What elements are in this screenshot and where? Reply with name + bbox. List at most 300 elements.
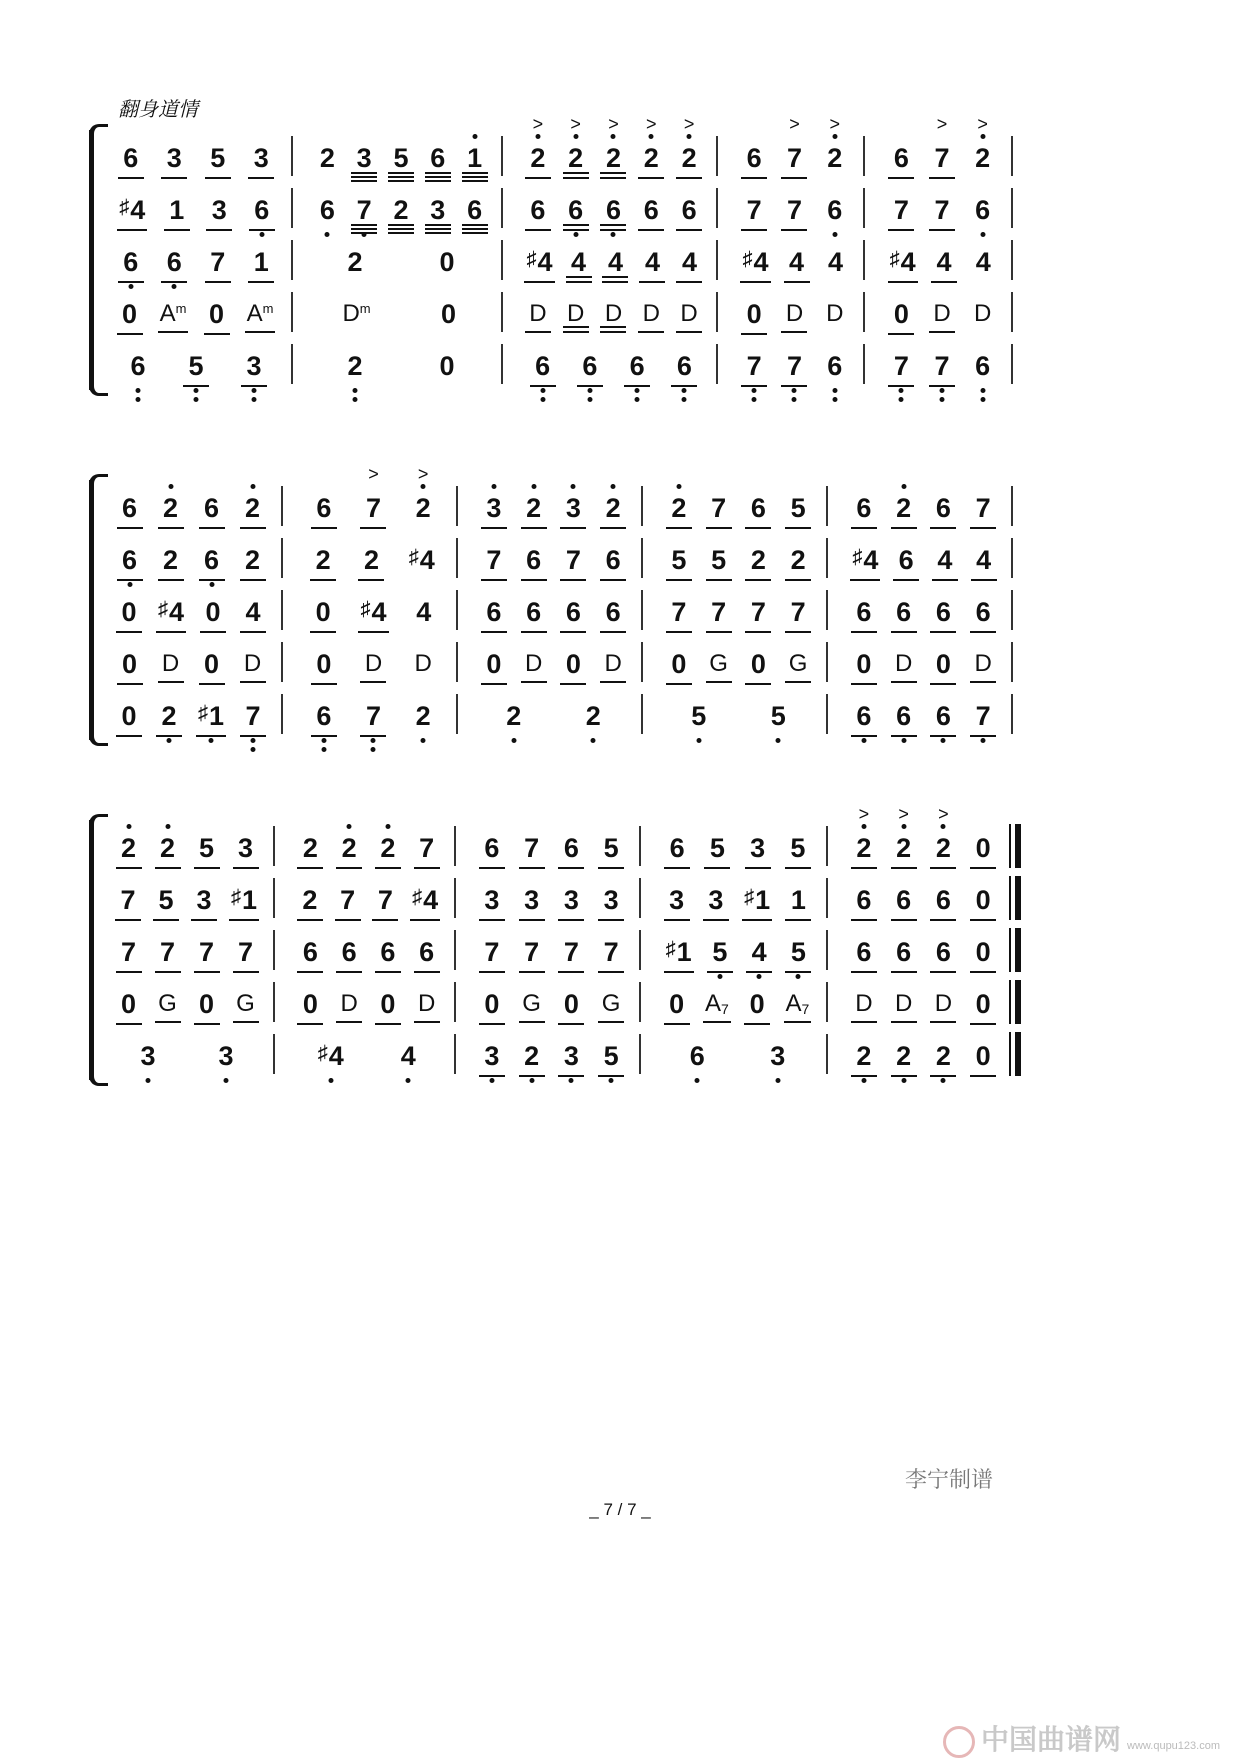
accent-mark: > [898, 803, 909, 824]
octave-up-dot [941, 824, 946, 829]
note [600, 585, 626, 638]
measure [513, 286, 714, 340]
octave-up-dot [165, 824, 170, 829]
note-glyph: 6 [629, 350, 645, 381]
note-glyph: 2 [347, 350, 363, 381]
barline [826, 538, 828, 578]
note [116, 821, 142, 874]
note-glyph: 3 [211, 194, 227, 225]
note-glyph: 5 [709, 832, 725, 863]
note-glyph: 4 [900, 246, 916, 277]
barline [1011, 240, 1013, 280]
note-glyph: 0 [122, 298, 138, 329]
note-glyph: 6 [896, 884, 912, 915]
note-glyph: 0 [316, 648, 332, 679]
note-glyph: 7 [975, 700, 991, 731]
note [240, 481, 266, 534]
note-glyph: D [894, 650, 913, 677]
measure [651, 924, 824, 978]
note-glyph: 6 [582, 350, 598, 381]
barline [639, 982, 641, 1022]
note [970, 113, 996, 184]
note-glyph: 4 [371, 596, 387, 627]
barline [501, 292, 503, 332]
measure [838, 872, 1009, 926]
barline [863, 240, 865, 280]
barline [716, 344, 718, 384]
barline [639, 878, 641, 918]
note [851, 481, 877, 534]
note-glyph: 6 [856, 700, 872, 731]
note [851, 689, 877, 742]
note [395, 1029, 421, 1082]
note [888, 183, 914, 236]
measure [303, 130, 499, 184]
note-glyph: 4 [937, 544, 953, 575]
note [888, 287, 914, 340]
barline [454, 982, 456, 1022]
note [970, 235, 996, 288]
note [785, 873, 811, 926]
octave-up-dot [901, 484, 906, 489]
note-glyph: 4 [245, 596, 261, 627]
note-glyph: 6 [935, 884, 951, 915]
note [116, 925, 142, 978]
chord-symbol [414, 978, 440, 1028]
note-glyph: 6 [568, 194, 584, 225]
note [639, 235, 665, 288]
note [666, 637, 692, 690]
note-glyph: 1 [755, 884, 771, 915]
note-glyph: 2 [162, 544, 179, 575]
measure [651, 820, 824, 874]
chord-symbol [784, 978, 812, 1028]
measure [728, 113, 861, 184]
note-glyph: 0 [975, 988, 991, 1019]
note-glyph: 6 [935, 492, 951, 523]
note [785, 821, 811, 874]
note [191, 873, 217, 926]
note-glyph: 3 [486, 492, 502, 523]
octave-down-dot [980, 388, 985, 393]
note [638, 113, 664, 184]
final-barline [1015, 824, 1021, 868]
note [891, 925, 917, 978]
barline [863, 344, 865, 384]
note-glyph: D [604, 650, 622, 677]
note [205, 131, 231, 184]
accent-mark: > [938, 803, 949, 824]
chord-symbol [929, 288, 955, 338]
note-glyph: 6 [565, 596, 581, 627]
note-glyph: 6 [975, 350, 991, 381]
measure [838, 688, 1009, 742]
note-glyph: 6 [681, 194, 697, 225]
octave-up-dot [250, 484, 255, 489]
note [785, 533, 811, 586]
note [822, 339, 848, 392]
barline [716, 136, 718, 176]
note [580, 689, 606, 742]
note [598, 873, 624, 926]
octave-down-dot [587, 388, 592, 393]
measure [875, 338, 1009, 392]
note-glyph: 2 [790, 544, 806, 575]
watermark-name: 中国曲谱网 [981, 1724, 1122, 1755]
barline [1011, 292, 1013, 332]
note-glyph: 7 [245, 700, 261, 731]
note [560, 533, 586, 586]
barline [826, 826, 828, 866]
chord-symbol [891, 638, 917, 688]
measure [838, 636, 1009, 690]
staff-row [85, 872, 1130, 926]
note [410, 463, 436, 534]
note [117, 637, 143, 690]
note [851, 803, 877, 874]
note-glyph: 7 [159, 936, 176, 967]
barline [826, 982, 828, 1022]
staff-row [85, 286, 1130, 340]
note-glyph: 0 [205, 596, 221, 627]
note-glyph: A [705, 990, 722, 1017]
note [116, 689, 142, 742]
staff-row [85, 113, 1130, 184]
octave-down-dot [682, 388, 687, 393]
note-glyph: 3 [603, 884, 619, 915]
measure [838, 924, 1009, 978]
note-glyph: A [159, 300, 176, 327]
note [360, 463, 386, 534]
note-glyph: 7 [365, 700, 381, 731]
score-system [85, 113, 1130, 390]
barline [641, 590, 643, 630]
chord-symbol [600, 638, 626, 688]
note [930, 925, 956, 978]
measure [285, 976, 452, 1030]
chord-symbol [525, 288, 551, 338]
note-glyph: 4 [416, 596, 432, 627]
staff-row [85, 584, 1130, 638]
note-glyph: 2 [585, 700, 601, 731]
watermark-url: www.qupu123.com [1127, 1740, 1220, 1752]
measure [103, 820, 271, 874]
measure [513, 182, 714, 236]
note-glyph: A [246, 300, 263, 327]
measure [293, 688, 454, 742]
barline [641, 694, 643, 734]
barline [826, 930, 828, 970]
note [342, 235, 368, 288]
note [850, 533, 880, 586]
note [930, 873, 956, 926]
note [388, 131, 414, 184]
note [888, 131, 914, 184]
note-glyph: 6 [856, 596, 872, 627]
note [501, 689, 527, 742]
note-glyph: 4 [328, 1040, 344, 1071]
note [229, 873, 259, 926]
note [891, 803, 917, 874]
chord-quality: m [262, 301, 274, 316]
note [153, 873, 179, 926]
note-glyph: D [973, 300, 992, 327]
note [116, 977, 142, 1030]
note-glyph: 2 [856, 1040, 872, 1071]
octave-up-dot [571, 484, 576, 489]
note [602, 235, 628, 288]
arranger-credit: 李宁制谱 [905, 1467, 994, 1492]
note [666, 481, 692, 534]
note-glyph: 7 [377, 884, 393, 915]
note-glyph: 5 [603, 1040, 619, 1071]
piece-title: 翻身道情 [118, 99, 198, 121]
note-glyph: 4 [751, 936, 767, 967]
note-glyph: 2 [315, 544, 331, 575]
octave-down-dot [224, 1078, 229, 1083]
note-glyph: G [601, 990, 621, 1017]
note-glyph: 7 [524, 832, 540, 863]
accent-mark: > [683, 113, 695, 134]
sharp-sign: ♯ [665, 937, 676, 960]
octave-down-dot [899, 388, 904, 393]
note [785, 481, 811, 534]
octave-down-dot [540, 388, 545, 393]
note [765, 689, 791, 742]
note [742, 873, 772, 926]
note [521, 533, 547, 586]
chord-symbol [233, 978, 259, 1028]
note-glyph: D [826, 300, 844, 327]
note [744, 977, 770, 1030]
chord-symbol [970, 638, 996, 688]
barline [291, 136, 293, 176]
note [297, 873, 323, 926]
note-glyph: 0 [935, 648, 951, 679]
octave-down-dot [208, 738, 213, 743]
octave-down-dot [328, 1078, 333, 1083]
note-glyph: 5 [691, 700, 707, 731]
note [200, 585, 226, 638]
measure [653, 480, 824, 534]
note-glyph: 3 [237, 832, 254, 863]
chord-symbol [600, 288, 626, 338]
octave-up-dot [385, 824, 390, 829]
note-glyph: 7 [198, 936, 215, 967]
note-glyph: G [522, 990, 541, 1017]
octave-down-dot [899, 397, 904, 402]
measure [285, 924, 452, 978]
staff-row [85, 182, 1130, 236]
note [519, 821, 545, 874]
note [240, 585, 266, 638]
note-glyph: 6 [605, 544, 621, 575]
note-glyph: 3 [484, 884, 500, 915]
note-glyph: 0 [749, 988, 765, 1019]
note-glyph: 5 [188, 350, 204, 381]
accent-mark: > [829, 113, 841, 134]
note-glyph: D [974, 650, 992, 677]
note-glyph: 4 [130, 194, 146, 225]
sharp-sign: ♯ [317, 1041, 328, 1064]
final-barline [1015, 1032, 1021, 1076]
note-glyph: 0 [669, 988, 685, 1019]
note-glyph: 6 [896, 700, 912, 731]
note-glyph: 4 [753, 246, 769, 277]
note [746, 925, 772, 978]
note-glyph: 6 [123, 246, 139, 277]
note [194, 977, 220, 1030]
note-glyph: 0 [315, 596, 331, 627]
octave-up-dot [861, 824, 866, 829]
note [314, 183, 340, 236]
sharp-sign: ♯ [197, 701, 208, 724]
barline [826, 694, 828, 734]
note [117, 533, 143, 586]
note-glyph: 3 [565, 492, 581, 523]
measure [468, 636, 639, 690]
note-glyph: 6 [486, 596, 502, 627]
note [684, 1029, 710, 1082]
chord-symbol [340, 288, 372, 338]
note-glyph: 7 [365, 492, 381, 523]
note [741, 339, 767, 392]
note [930, 1029, 956, 1082]
measure [466, 820, 637, 874]
note-glyph: 6 [430, 142, 446, 173]
note [375, 977, 401, 1030]
note [118, 131, 144, 184]
measure [466, 924, 637, 978]
note [745, 533, 771, 586]
note-glyph: 7 [484, 936, 500, 967]
sharp-sign: ♯ [889, 247, 900, 270]
note-glyph: 4 [419, 544, 435, 575]
note [199, 533, 225, 586]
note [600, 481, 626, 534]
note [970, 925, 996, 978]
staff-row [85, 338, 1130, 392]
chord-symbol [240, 638, 266, 688]
chord-symbol [785, 638, 811, 688]
note-glyph: 7 [711, 492, 727, 523]
note-glyph: 6 [254, 194, 270, 225]
note-glyph: 4 [400, 1040, 416, 1071]
barline [456, 694, 458, 734]
note [336, 925, 362, 978]
note-glyph: 6 [827, 350, 843, 381]
note-glyph: 4 [863, 544, 879, 575]
note [481, 481, 507, 534]
note-glyph: 7 [120, 936, 137, 967]
measure [875, 234, 1009, 288]
note [671, 339, 697, 392]
measure [303, 286, 499, 340]
octave-up-dot [421, 484, 426, 489]
barline [456, 590, 458, 630]
octave-down-dot [861, 1078, 866, 1083]
barline [863, 292, 865, 332]
barline [273, 930, 275, 970]
note [118, 235, 144, 288]
note-glyph: 7 [746, 194, 762, 225]
chord-quality: m [175, 301, 187, 316]
note [888, 339, 914, 392]
measure [875, 286, 1009, 340]
sharp-sign: ♯ [526, 247, 537, 270]
note [249, 183, 275, 236]
note-glyph: 4 [537, 246, 553, 277]
octave-down-dot [775, 1078, 780, 1083]
note [519, 873, 545, 926]
note-glyph: 2 [856, 832, 872, 863]
sharp-sign: ♯ [230, 885, 241, 908]
note [970, 821, 996, 874]
note [479, 925, 505, 978]
measure [285, 1028, 452, 1082]
barline [454, 930, 456, 970]
note [481, 533, 507, 586]
note-glyph: 3 [770, 1040, 786, 1071]
note-glyph: 2 [896, 492, 912, 523]
note-glyph: D [364, 650, 383, 677]
octave-down-dot [752, 388, 757, 393]
barline [716, 292, 718, 332]
note-glyph: 2 [526, 492, 542, 523]
note-glyph: 2 [341, 832, 357, 863]
note [741, 183, 767, 236]
measure [103, 182, 289, 236]
note [358, 585, 388, 638]
note [970, 585, 996, 638]
measure [468, 688, 639, 742]
note [436, 287, 462, 340]
note [248, 131, 274, 184]
note [706, 481, 732, 534]
octave-down-dot [252, 397, 257, 402]
note-glyph: 2 [162, 492, 179, 523]
note-glyph: 2 [750, 544, 766, 575]
note [351, 131, 377, 184]
measure [651, 976, 824, 1030]
note [822, 235, 848, 288]
staff-row [85, 463, 1130, 534]
note [785, 585, 811, 638]
note [414, 821, 440, 874]
note-glyph: 2 [244, 492, 261, 523]
note [970, 977, 996, 1030]
note [704, 821, 730, 874]
note [765, 1029, 791, 1082]
note-glyph: 6 [319, 194, 335, 225]
barline [641, 486, 643, 526]
measure [103, 338, 289, 392]
note [970, 1029, 996, 1082]
sharp-sign: ♯ [119, 195, 130, 218]
measure [653, 688, 824, 742]
note [891, 689, 917, 742]
note [558, 1029, 584, 1082]
note [462, 183, 488, 236]
note-glyph: 5 [712, 936, 728, 967]
measure [513, 234, 714, 288]
sharp-sign: ♯ [852, 545, 863, 568]
note-glyph: 7 [934, 350, 950, 381]
note-glyph: 3 [166, 142, 182, 173]
octave-down-dot [861, 738, 866, 743]
note [600, 183, 626, 236]
barline [273, 1034, 275, 1074]
